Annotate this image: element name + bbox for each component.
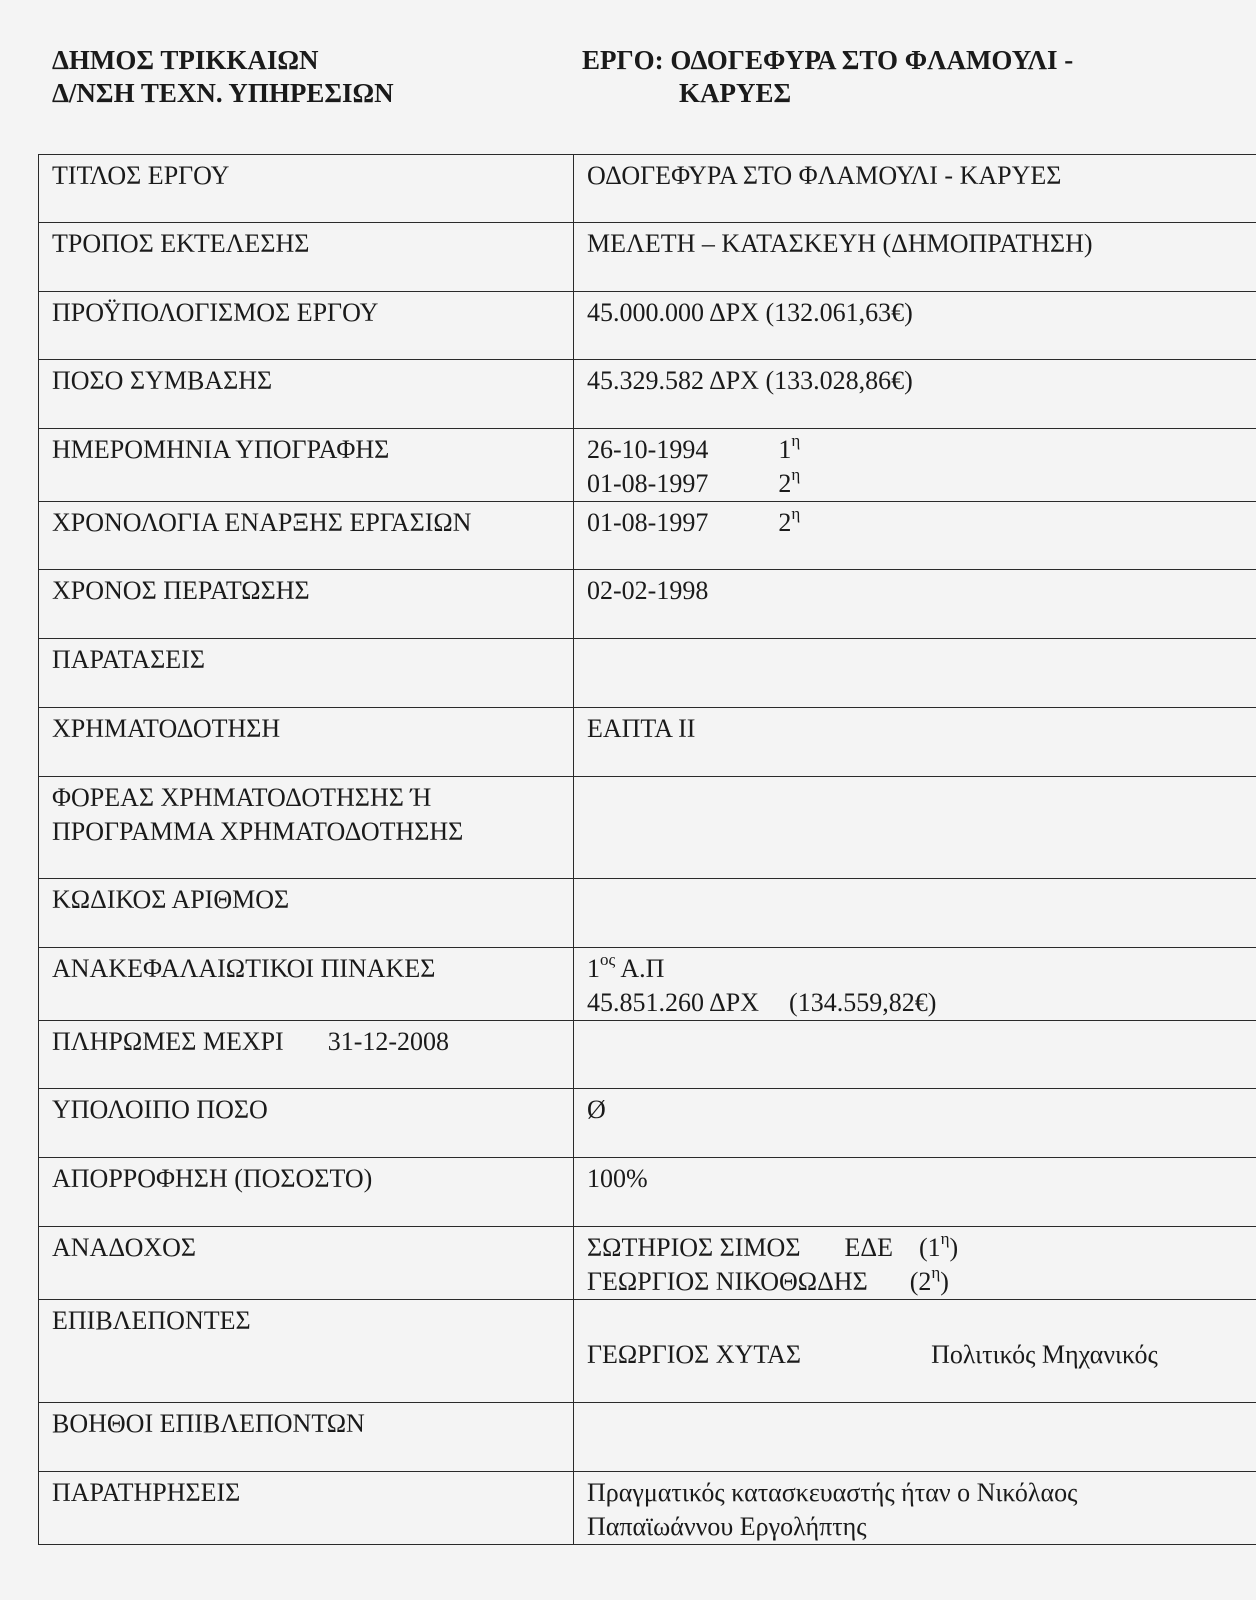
row-value: ΜΕΛΕΤΗ – ΚΑΤΑΣΚΕΥΗ (ΔΗΜΟΠΡΑΤΗΣΗ)	[574, 223, 1256, 292]
project-title-line1: ΕΡΓΟ: ΟΔΟΓΕΦΥΡΑ ΣΤΟ ΦΛΑΜΟΥΛΙ -	[582, 45, 1074, 75]
table-row	[39, 1403, 1256, 1472]
row-label: ΧΡΟΝΟΛΟΓΙΑ ΕΝΑΡΞΗΣ ΕΡΓΑΣΙΩΝ	[39, 502, 574, 570]
row-value: 45.000.000 ΔΡΧ (132.061,63€)	[574, 292, 1256, 360]
summary-amount: 45.851.260 ΔΡΧ	[587, 988, 760, 1017]
row-label	[39, 1021, 574, 1089]
contractor-name-2: ΓΕΩΡΓΙΟΣ ΝΙΚΟΘΩΔΗΣ	[587, 1267, 868, 1296]
row-value: ΕΑΠΤΑ ΙΙ	[574, 708, 1256, 777]
table-row	[39, 1158, 1256, 1227]
table-row	[39, 708, 1256, 777]
row-label: ΑΠΟΡΡΟΦΗΣΗ (ΠΟΣΟΣΤΟ)	[39, 1158, 574, 1227]
ordinal-suffix: η	[791, 504, 801, 524]
summary-amount-eur: (134.559,82€)	[789, 988, 937, 1017]
table-row	[39, 360, 1256, 429]
remarks-line1: Πραγματικός κατασκευαστής ήταν ο Νικόλαος	[587, 1478, 1078, 1507]
row-label: ΗΜΕΡΟΜΗΝΙΑ ΥΠΟΓΡΑΦΗΣ	[39, 429, 574, 502]
row-value: 45.329.582 ΔΡΧ (133.028,86€)	[574, 360, 1256, 429]
row-value	[574, 429, 1256, 502]
summary-ordinal: 1	[587, 954, 600, 983]
start-ordinal: 2	[778, 508, 792, 537]
table-row	[39, 948, 1256, 1021]
remarks-line2: Παπαϊωάννου Εργολήπτης	[587, 1512, 867, 1541]
signature-date-2: 01-08-1997	[587, 469, 709, 498]
table-row	[39, 1021, 1256, 1089]
project-title-line2: ΚΑΡΥΕΣ	[679, 78, 792, 108]
signature-ordinal-2: 2	[778, 469, 792, 498]
supervisor-role: Πολιτικός Μηχανικός	[931, 1340, 1158, 1369]
row-label: ΧΡΟΝΟΣ ΠΕΡΑΤΩΣΗΣ	[39, 570, 574, 639]
contractor-ordinal-1: (1	[918, 1233, 941, 1262]
row-label: ΧΡΗΜΑΤΟΔΟΤΗΣΗ	[39, 708, 574, 777]
ordinal-suffix: ος	[600, 950, 616, 970]
row-value	[574, 1300, 1256, 1403]
table-row	[39, 223, 1256, 292]
table-row	[39, 1227, 1256, 1300]
row-label: ΠΑΡΑΤΑΣΕΙΣ	[39, 639, 574, 708]
table-row	[39, 155, 1256, 223]
row-value	[574, 639, 1256, 708]
row-value	[574, 1021, 1256, 1089]
row-label: ΑΝΑΚΕΦΑΛΑΙΩΤΙΚΟΙ ΠΙΝΑΚΕΣ	[39, 948, 574, 1021]
table-row	[39, 570, 1256, 639]
row-value: 02-02-1998	[574, 570, 1256, 639]
row-label: ΥΠΟΛΟΙΠΟ ΠΟΣΟ	[39, 1089, 574, 1158]
table-row	[39, 429, 1256, 502]
contractor-name-1: ΣΩΤΗΡΙΟΣ ΣΙΜΟΣ	[587, 1233, 801, 1262]
row-label: ΠΟΣΟ ΣΥΜΒΑΣΗΣ	[39, 360, 574, 429]
funder-label-line1: ΦΟΡΕΑΣ ΧΡΗΜΑΤΟΔΟΤΗΣΗΣ Ή	[52, 783, 432, 812]
row-value: ΟΔΟΓΕΦΥΡΑ ΣΤΟ ΦΛΑΜΟΥΛΙ - ΚΑΡΥΕΣ	[574, 155, 1256, 223]
row-value	[574, 502, 1256, 570]
row-label: ΠΑΡΑΤΗΡΗΣΕΙΣ	[39, 1472, 574, 1545]
row-label: ΤΡΟΠΟΣ ΕΚΤΕΛΕΣΗΣ	[39, 223, 574, 292]
supervisor-name: ΓΕΩΡΓΙΟΣ ΧΥΤΑΣ	[587, 1340, 802, 1369]
project-header	[582, 44, 1073, 110]
row-label: ΤΙΤΛΟΣ ΕΡΓΟΥ	[39, 155, 574, 223]
org-department: Δ/ΝΣΗ ΤΕΧΝ. ΥΠΗΡΕΣΙΩΝ	[52, 78, 394, 108]
ordinal-suffix: η	[791, 431, 801, 451]
row-label: ΠΡΟΫΠΟΛΟΓΙΣΜΟΣ ΕΡΓΟΥ	[39, 292, 574, 360]
contractor-ordinal-2: (2	[909, 1267, 932, 1296]
table-row	[39, 1300, 1256, 1403]
row-value	[574, 777, 1256, 879]
ordinal-suffix: η	[931, 1263, 941, 1283]
table-row	[39, 1472, 1256, 1545]
project-info-table	[38, 154, 1256, 1545]
row-value	[574, 879, 1256, 948]
signature-ordinal-1: 1	[778, 435, 792, 464]
table-row	[39, 502, 1256, 570]
row-value: Ø	[574, 1089, 1256, 1158]
org-name: ΔΗΜΟΣ ΤΡΙΚΚΑΙΩΝ	[52, 45, 319, 75]
table-row	[39, 1089, 1256, 1158]
table-row	[39, 879, 1256, 948]
summary-ap: Α.Π	[620, 954, 665, 983]
row-value	[574, 1403, 1256, 1472]
organization-header	[52, 44, 394, 110]
payments-label: ΠΛΗΡΩΜΕΣ ΜΕΧΡΙ	[52, 1027, 284, 1056]
ordinal-close: )	[949, 1233, 959, 1262]
signature-date-1: 26-10-1994	[587, 435, 709, 464]
row-value: 100%	[574, 1158, 1256, 1227]
table-row	[39, 777, 1256, 879]
payments-date: 31-12-2008	[327, 1027, 450, 1056]
row-value	[574, 948, 1256, 1021]
contractor-type-1: ΕΔΕ	[844, 1233, 893, 1262]
ordinal-suffix: η	[791, 465, 801, 485]
row-label: ΚΩΔΙΚΟΣ ΑΡΙΘΜΟΣ	[39, 879, 574, 948]
row-label: ΕΠΙΒΛΕΠΟΝΤΕΣ	[39, 1300, 574, 1403]
row-value	[574, 1472, 1256, 1545]
table-row	[39, 639, 1256, 708]
row-label: ΒΟΗΘΟΙ ΕΠΙΒΛΕΠΟΝΤΩΝ	[39, 1403, 574, 1472]
row-label: ΑΝΑΔΟΧΟΣ	[39, 1227, 574, 1300]
row-label	[39, 777, 574, 879]
row-value	[574, 1227, 1256, 1300]
table-row	[39, 292, 1256, 360]
ordinal-suffix: η	[940, 1229, 950, 1249]
ordinal-close: )	[940, 1267, 949, 1296]
start-date: 01-08-1997	[587, 508, 709, 537]
funder-label-line2: ΠΡΟΓΡΑΜΜΑ ΧΡΗΜΑΤΟΔΟΤΗΣΗΣ	[52, 817, 464, 846]
